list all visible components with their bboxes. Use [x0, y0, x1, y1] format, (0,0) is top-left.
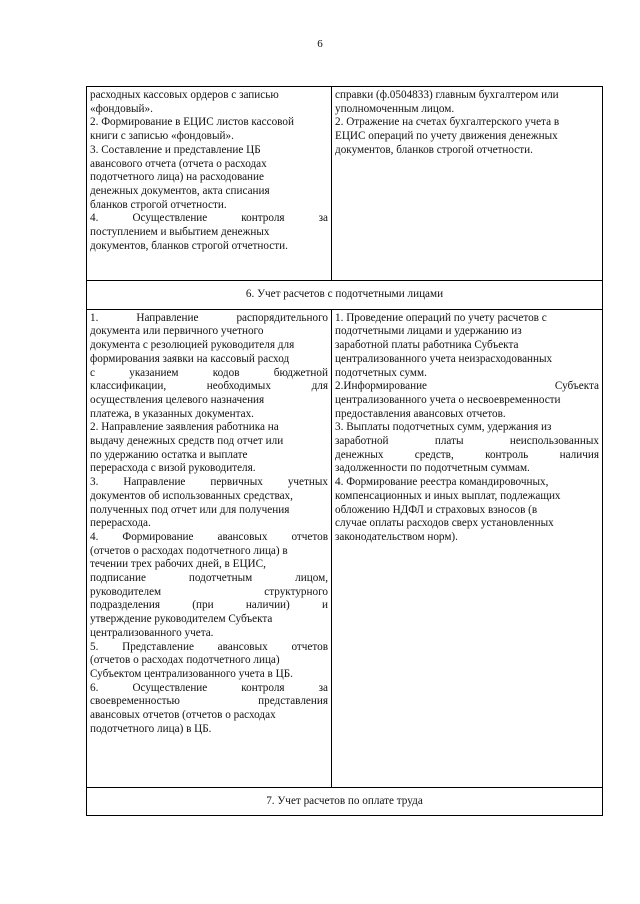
text-line: централизованного учета о несвоевременности	[335, 393, 561, 406]
section-heading-7: 7. Учет расчетов по оплате труда	[87, 787, 603, 816]
page-number: 6	[317, 38, 323, 50]
text-line: осуществления целевого назначения	[90, 393, 265, 406]
text-line: 3. Составление и представление ЦБ	[90, 143, 261, 156]
text-line: уполномоченным лицом.	[335, 102, 455, 115]
text-line: подразделения (при наличии) и	[90, 599, 328, 612]
text-line: течении трех рабочих дней, в ЕЦИС,	[90, 558, 266, 571]
text-line: книги с записью «фондовый».	[90, 130, 234, 143]
text-line: 6. Осуществление контроля за	[90, 681, 328, 694]
text-line: 4. Осуществление контроля за	[90, 212, 328, 225]
text-line: 2.Информирование Субъекта	[335, 380, 599, 393]
text-line: предоставления авансовых отчетов.	[335, 407, 506, 420]
text-line: поступлением и выбытием денежных	[90, 226, 270, 239]
table-row-advances	[87, 309, 603, 787]
table-row-continuation	[87, 87, 603, 281]
cell-text	[335, 89, 599, 158]
centralized-accounting-cell	[332, 87, 603, 281]
section-heading-row	[87, 281, 603, 310]
text-line: 5. Представление авансовых отчетов	[90, 640, 328, 653]
text-line: 4. Формирование реестра командировочных,	[335, 476, 549, 489]
text-line: 2. Отражение на счетах бухгалтерского учета в	[335, 116, 560, 129]
cell-text	[335, 312, 599, 545]
text-line: 1. Проведение операций по учету расчетов с	[335, 311, 547, 324]
text-line: компенсационных и иных выплат, подлежащих	[335, 489, 561, 502]
text-line: подотчетного лица) на расходование	[90, 171, 264, 184]
text-line: перерасхода с визой руководителя.	[90, 462, 256, 475]
text-line: заработной платы неиспользованных	[335, 435, 599, 448]
text-line: формирования заявки на кассовый расход	[90, 352, 290, 365]
text-line: денежных документов, акта списания	[90, 184, 270, 197]
text-line: по удержанию остатка и выплате	[90, 448, 248, 461]
text-line: 4. Формирование авансовых отчетов	[90, 530, 328, 543]
text-line: документов об использованных средствах,	[90, 489, 293, 502]
text-line: подотчетного лица) в ЦБ.	[90, 722, 212, 735]
text-line: документа или первичного учетного	[90, 325, 264, 338]
text-line: документа с резолюцией руководителя для	[90, 339, 295, 352]
responsible-unit-cell	[87, 87, 332, 281]
text-line: утверждение руководителем Субъекта	[90, 613, 273, 626]
text-line: выдачу денежных средств под отчет или	[90, 435, 284, 448]
text-line: (отчетов о расходах подотчетного лица)	[90, 654, 280, 667]
text-line: подписание подотчетным лицом,	[90, 572, 328, 585]
text-line: 3. Выплаты подотчетных сумм, удержания из	[335, 421, 552, 434]
text-line: справки (ф.0504833) главным бухгалтером или	[335, 89, 559, 101]
text-line: бланков строгой отчетности.	[90, 198, 227, 211]
text-line: «фондовый».	[90, 102, 153, 115]
text-line: случае оплаты расходов сверх установленных	[335, 517, 554, 530]
text-line: задолженности по подотчетным суммам.	[335, 462, 530, 475]
text-line: с указанием кодов бюджетной	[90, 366, 328, 379]
centralized-accounting-cell	[332, 309, 603, 787]
section-heading-row	[87, 787, 603, 816]
text-line: классификации, необходимых для	[90, 380, 328, 393]
text-line: централизованного учета неизрасходованных	[335, 352, 553, 365]
cell-text	[90, 312, 328, 737]
text-line: 2. Направление заявления работника на	[90, 421, 279, 434]
text-line: обложению НДФЛ и страховых взносов (в	[335, 503, 538, 516]
text-line: перерасхода.	[90, 517, 151, 530]
text-line: 1. Направление распорядительного	[90, 311, 328, 324]
text-line: авансового отчета (отчета о расходах	[90, 157, 267, 170]
text-line: 2. Формирование в ЕЦИС листов кассовой	[90, 116, 294, 129]
text-line: полученных под отчет или для получения	[90, 503, 290, 516]
text-line: (отчетов о расходах подотчетного лица) в	[90, 544, 288, 557]
text-line: документов, бланков строгой отчетности.	[335, 143, 533, 156]
text-line: подотчетных сумм.	[335, 366, 427, 379]
text-line: расходных кассовых ордеров с записью	[90, 89, 279, 101]
text-line: законодательством норм).	[335, 530, 458, 543]
text-line: подотчетными лицами и удержанию из	[335, 325, 522, 338]
text-line: денежных средств, контроль наличия	[335, 448, 599, 461]
responsibility-table	[86, 86, 603, 816]
section-heading-6: 6. Учет расчетов с подотчетными лицами	[87, 281, 603, 310]
text-line: заработной платы работника Субъекта	[335, 339, 519, 352]
text-line: централизованного учета.	[90, 626, 214, 639]
cell-text	[90, 89, 328, 253]
text-line: Субъектом централизованного учета в ЦБ.	[90, 667, 293, 680]
text-line: своевременностью представления	[90, 695, 328, 708]
text-line: документов, бланков строгой отчетности.	[90, 239, 288, 252]
responsible-unit-cell	[87, 309, 332, 787]
text-line: платежа, в указанных документах.	[90, 407, 254, 420]
text-line: 3. Направление первичных учетных	[90, 476, 328, 489]
text-line: ЕЦИС операций по учету движения денежных	[335, 130, 558, 143]
text-line: авансовых отчетов (отчетов о расходах	[90, 709, 276, 722]
text-line: руководителем структурного	[90, 585, 328, 598]
